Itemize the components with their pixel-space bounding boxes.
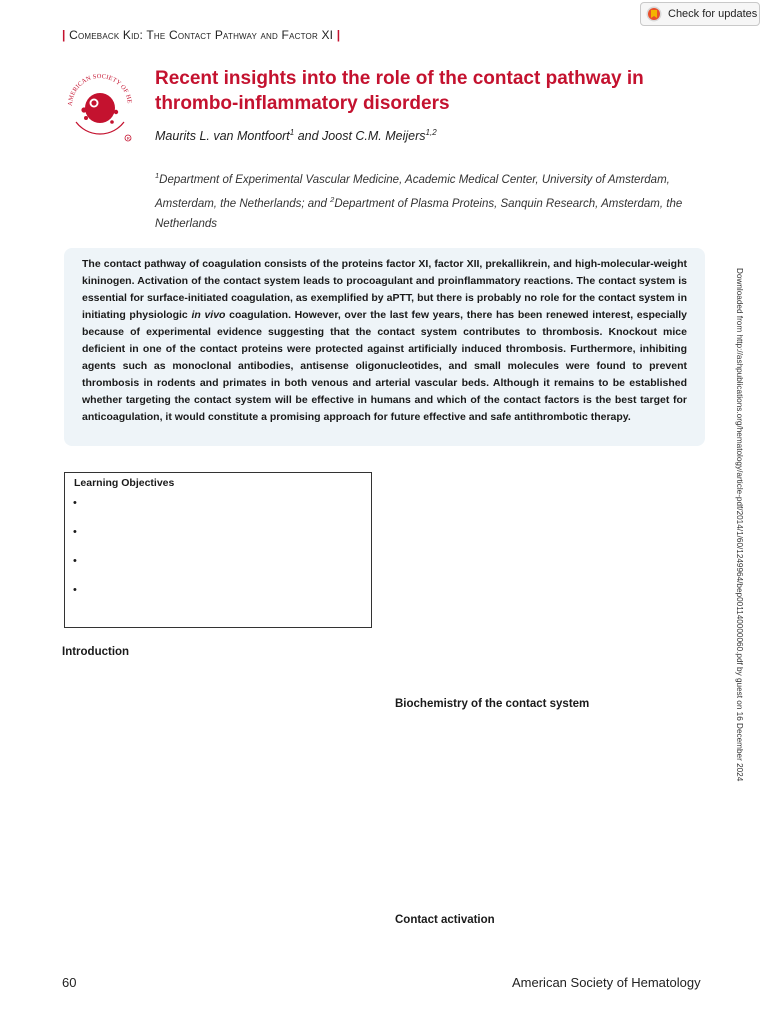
affiliation-marker-1: 1 [155, 171, 160, 180]
download-watermark [728, 268, 750, 782]
article-title: Recent insights into the role of the contact pathway in thrombo-inflammatory disorders [155, 68, 644, 114]
section-heading-contact-activation: Contact activation [395, 914, 495, 926]
learning-objective-bullet: • [73, 526, 77, 538]
learning-objective-bullet: • [73, 497, 77, 509]
check-updates-icon [646, 6, 662, 22]
section-heading-biochemistry: Biochemistry of the contact system [395, 698, 590, 710]
abstract-text [82, 256, 687, 426]
svg-text:R: R [126, 135, 130, 141]
abstract-part-2: coagulation. However, over the last few years, there has been renewed interest, especially because of experimental evidence suggesting that the contact system contributes to thrombosis. Knockout mice deficient in one of the contact proteins were protected against artificially induced thrombosis. Furthermore, inhibiting agents such as monoclonal antibodies, antisense oligonucleotides, and small molecules were found to prevent thrombosis in rodents and primates in both venous and arterial vascular beds. Although it remains to be established whether targeting the contact system will be effective in humans and which of the contact factors is the best target for anticoagulation, it would constitute a promising approach for future effective and safe antithrombotic therapy. [82, 309, 687, 423]
affiliation-text-2: Department of Plasma Proteins, Sanquin Research, Amsterdam, the Netherlands [155, 197, 683, 230]
running-head-bar-right: | [336, 28, 341, 42]
section-heading-introduction: Introduction [62, 646, 130, 658]
ash-logo [64, 66, 136, 146]
learning-objective-bullet: • [73, 584, 77, 596]
running-head-bar-left: | [62, 28, 66, 42]
author-superscript-1: 1 [289, 128, 295, 137]
logo-ring-text: AMERICAN SOCIETY OF HE [66, 72, 133, 107]
running-head [62, 28, 340, 42]
running-head-text: Comeback Kid: The Contact Pathway and Factor XI [69, 28, 334, 42]
author-name-2: and Joost C.M. Meijers [294, 129, 426, 144]
learning-objectives-title: Learning Objectives [74, 477, 175, 489]
abstract-italic: in vivo [191, 309, 226, 321]
check-updates-label: Check for updates [668, 8, 758, 20]
learning-objectives-box [64, 472, 372, 628]
author-superscript-2: 1,2 [425, 128, 437, 137]
author-name-1: Maurits L. van Montfoort [155, 129, 290, 144]
abstract-box [64, 248, 705, 446]
publisher-footer: American Society of Hematology [512, 975, 701, 990]
affiliations [155, 166, 695, 234]
abstract-part-1: The contact pathway of coagulation consists of the proteins factor XI, factor XII, prekallikrein, and high-molecular-weight kininogen. Activation of the contact system leads to procoagulant and proinflammatory reactions. The contact system is essential for surface-initiated coagulation, as exemplified by aPTT, but there is probably no role for the contact system in initiating physiologic [82, 258, 687, 321]
authors-line [155, 128, 437, 143]
learning-objective-bullet: • [73, 555, 77, 567]
affiliation-text-1: Department of Experimental Vascular Medicine, Academic Medical Center, University of Amsterdam, Amsterdam, the Netherlands; and [155, 173, 670, 210]
affiliation-marker-2: 2 [330, 194, 335, 204]
download-watermark-text: Downloaded from http://ashpublications.org/hematology/article-pdf/2014/1/60/1249964/bep001140000060.pdf by guest on 16 December 2024 [735, 268, 744, 782]
page-number: 60 [62, 975, 77, 990]
check-for-updates-button[interactable] [640, 2, 760, 26]
